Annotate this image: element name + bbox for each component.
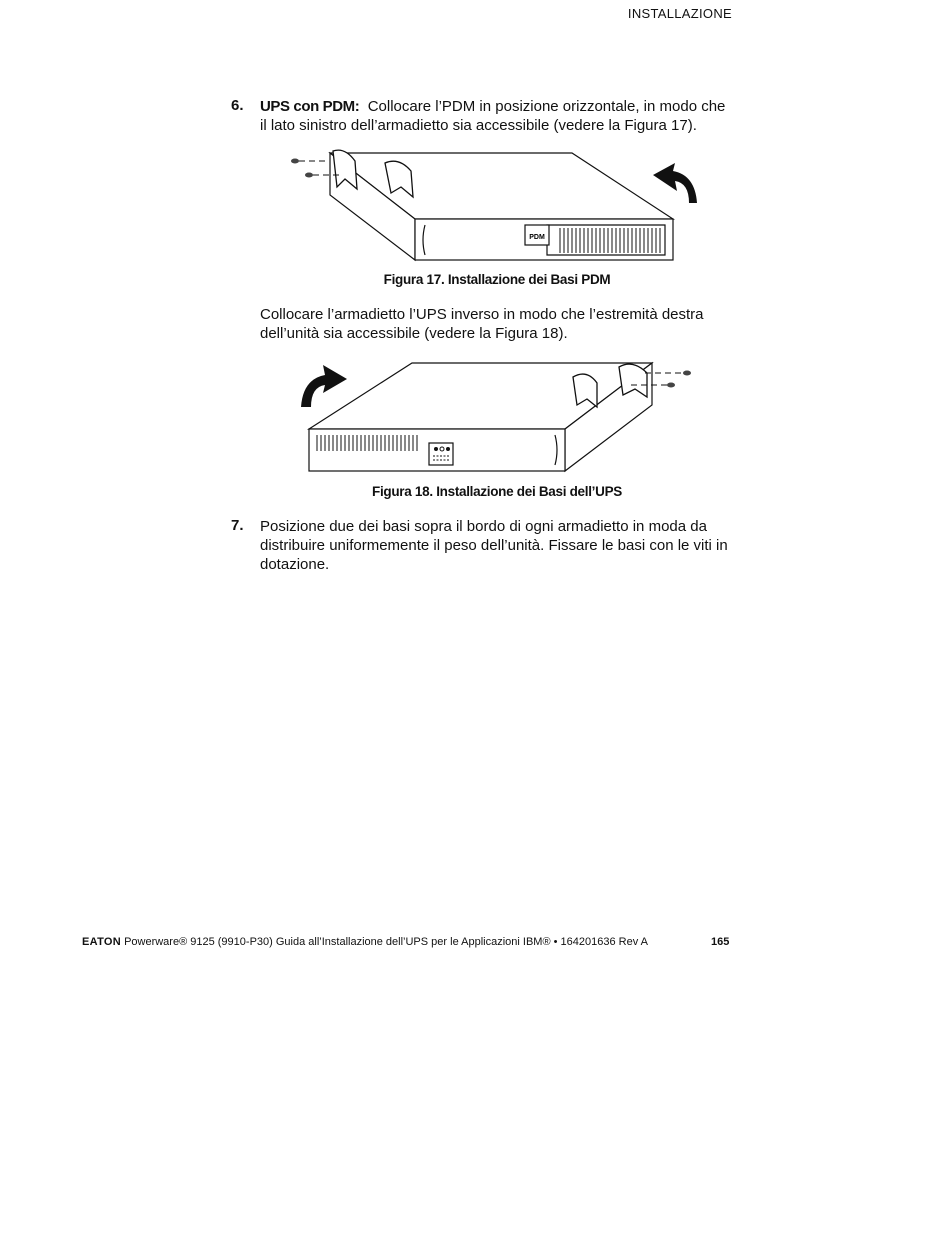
footer-brand: EATON [82, 936, 121, 948]
footer [82, 936, 648, 948]
step-6-lead: UPS con PDM: [260, 98, 360, 115]
step-6-body: Collocare l’PDM in posizione orizzontale, in modo che il lato sinistro dell’armadietto sia accessibile (vedere la Figura 17). [260, 98, 726, 134]
step-6-number: 6. [231, 97, 244, 114]
figure-18-illustration [297, 355, 697, 475]
step-7-text: Posizione due dei basi sopra il bordo di ogni armadietto in moda da distribuire uniformemente il peso dell’unità. Fissare le basi con le viti in dotazione. [260, 518, 728, 573]
step-6-text [260, 97, 730, 135]
paragraph-between: Collocare l’armadietto l’UPS inverso in modo che l’estremità destra dell’unità sia accessibile (vedere la Figura 18). [260, 306, 704, 342]
figure-17-caption: Figura 17. Installazione dei Basi PDM [383, 272, 611, 287]
footer-text: Powerware® 9125 (9910-P30) Guida all’Installazione dell’UPS per le Applicazioni IBM® • 164201636 Rev A [124, 936, 648, 948]
step-7-number: 7. [231, 517, 244, 534]
figure-17-illustration [285, 145, 710, 265]
pdm-label: PDM [529, 234, 545, 241]
figure-18-caption: Figura 18. Installazione dei Basi dell’UPS [372, 484, 622, 499]
page-number: 165 [711, 936, 730, 948]
section-header: INSTALLAZIONE [627, 6, 732, 21]
